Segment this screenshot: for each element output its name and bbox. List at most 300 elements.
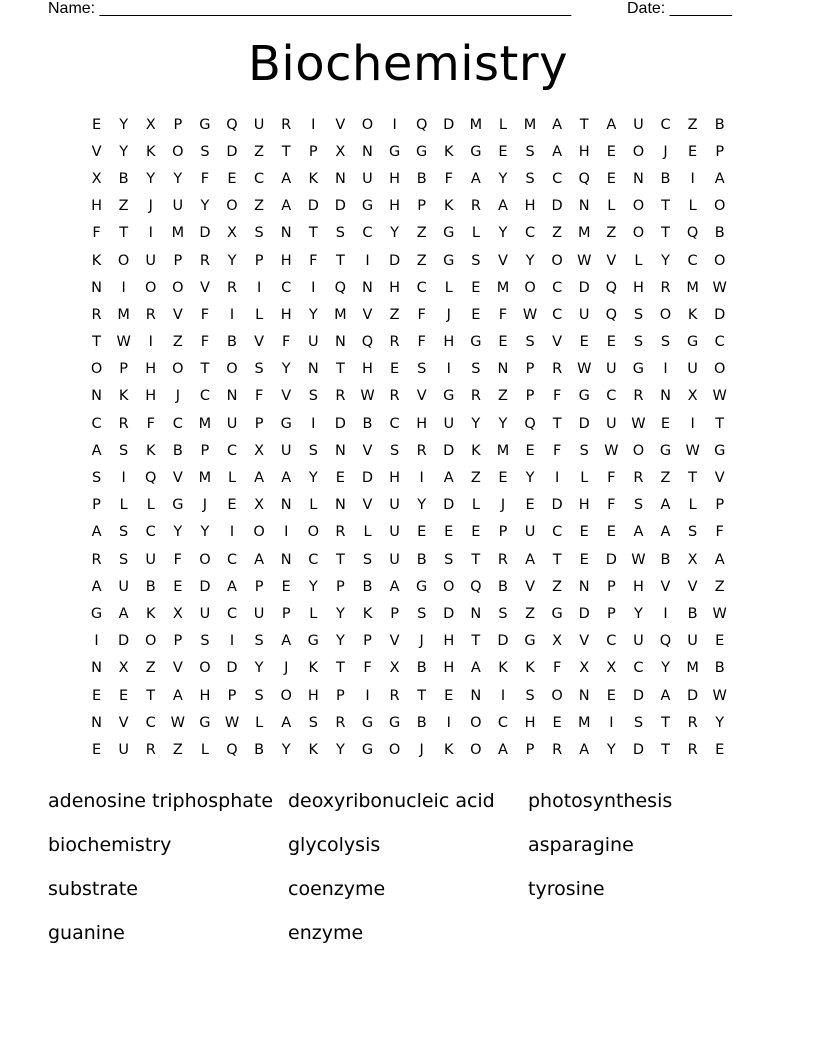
grid-letter[interactable]: P bbox=[173, 252, 183, 269]
grid-letter[interactable]: B bbox=[687, 605, 698, 622]
grid-letter[interactable]: Q bbox=[659, 633, 672, 650]
grid-letter[interactable]: T bbox=[661, 741, 670, 758]
grid-letter[interactable]: O bbox=[172, 143, 184, 160]
grid-letter[interactable]: C bbox=[687, 252, 698, 269]
grid-letter[interactable]: P bbox=[200, 442, 210, 459]
grid-letter[interactable]: D bbox=[226, 660, 238, 677]
grid-letter[interactable]: T bbox=[715, 415, 725, 432]
grid-letter[interactable]: K bbox=[444, 741, 454, 758]
grid-letter[interactable]: P bbox=[606, 605, 616, 622]
grid-letter[interactable]: T bbox=[335, 361, 345, 378]
grid-letter[interactable]: A bbox=[497, 198, 508, 215]
grid-letter[interactable]: E bbox=[444, 524, 454, 541]
grid-letter[interactable]: D bbox=[443, 605, 455, 622]
grid-letter[interactable]: A bbox=[714, 170, 725, 187]
grid-letter[interactable]: I bbox=[419, 470, 424, 487]
grid-letter[interactable]: E bbox=[173, 578, 183, 595]
grid-letter[interactable]: Z bbox=[525, 605, 536, 622]
grid-letter[interactable]: P bbox=[119, 361, 129, 378]
grid-letter[interactable]: H bbox=[389, 198, 401, 215]
grid-letter[interactable]: Q bbox=[226, 741, 238, 758]
grid-letter[interactable]: Y bbox=[335, 605, 345, 622]
grid-letter[interactable]: I bbox=[500, 687, 506, 704]
grid-letter[interactable]: T bbox=[335, 660, 345, 677]
grid-letter[interactable]: R bbox=[687, 714, 698, 731]
grid-letter[interactable]: K bbox=[525, 660, 535, 677]
grid-letter[interactable]: O bbox=[443, 578, 455, 595]
grid-letter[interactable]: N bbox=[470, 687, 482, 704]
grid-letter[interactable]: N bbox=[632, 170, 644, 187]
grid-letter[interactable]: C bbox=[145, 714, 156, 731]
grid-letter[interactable]: N bbox=[334, 170, 346, 187]
grid-letter[interactable]: S bbox=[362, 551, 373, 568]
date-line[interactable]: Date: _______ bbox=[627, 0, 732, 17]
grid-letter[interactable]: J bbox=[148, 198, 153, 215]
grid-letter[interactable]: Q bbox=[145, 470, 157, 487]
grid-letter[interactable]: R bbox=[91, 306, 102, 323]
grid-letter[interactable]: A bbox=[254, 551, 265, 568]
grid-letter[interactable]: X bbox=[254, 442, 265, 459]
grid-letter[interactable]: X bbox=[91, 170, 102, 187]
grid-letter[interactable]: E bbox=[606, 143, 616, 160]
grid-letter[interactable]: H bbox=[578, 497, 590, 514]
grid-letter[interactable]: V bbox=[714, 470, 725, 487]
grid-letter[interactable]: S bbox=[633, 714, 644, 731]
grid-letter[interactable]: Y bbox=[661, 660, 670, 677]
grid-letter[interactable]: S bbox=[633, 334, 644, 351]
grid-letter[interactable]: R bbox=[389, 334, 400, 351]
grid-letter[interactable]: L bbox=[688, 497, 697, 514]
grid-letter[interactable]: U bbox=[606, 415, 617, 432]
grid-letter[interactable]: N bbox=[307, 361, 319, 378]
grid-letter[interactable]: V bbox=[362, 442, 373, 459]
grid-letter[interactable]: B bbox=[416, 170, 427, 187]
grid-letter[interactable]: T bbox=[661, 714, 670, 731]
grid-letter[interactable]: G bbox=[280, 415, 292, 432]
grid-letter[interactable]: L bbox=[471, 497, 480, 514]
grid-letter[interactable]: T bbox=[335, 252, 345, 269]
grid-letter[interactable]: I bbox=[311, 279, 316, 296]
grid-letter[interactable]: R bbox=[335, 714, 346, 731]
grid-letter[interactable]: G bbox=[578, 388, 590, 405]
grid-letter[interactable]: K bbox=[444, 143, 454, 160]
grid-letter[interactable]: P bbox=[281, 605, 291, 622]
grid-letter[interactable]: X bbox=[145, 116, 156, 133]
grid-letter[interactable]: Z bbox=[118, 198, 129, 215]
grid-letter[interactable]: Z bbox=[254, 143, 265, 160]
grid-letter[interactable]: C bbox=[145, 524, 156, 541]
grid-letter[interactable]: I bbox=[256, 279, 262, 296]
grid-letter[interactable]: X bbox=[227, 225, 237, 242]
grid-letter[interactable]: E bbox=[606, 687, 616, 704]
grid-letter[interactable]: A bbox=[172, 687, 183, 704]
grid-letter[interactable]: Y bbox=[200, 198, 210, 215]
grid-letter[interactable]: N bbox=[578, 578, 590, 595]
grid-letter[interactable]: L bbox=[607, 198, 616, 215]
grid-letter[interactable]: U bbox=[199, 605, 211, 622]
grid-letter[interactable]: O bbox=[713, 361, 726, 378]
grid-letter[interactable]: F bbox=[552, 442, 562, 459]
grid-letter[interactable]: Y bbox=[308, 470, 318, 487]
grid-letter[interactable]: E bbox=[498, 334, 508, 351]
grid-letter[interactable]: Y bbox=[173, 170, 183, 187]
grid-letter[interactable]: F bbox=[200, 170, 210, 187]
grid-letter[interactable]: P bbox=[92, 497, 101, 514]
grid-letter[interactable]: G bbox=[361, 198, 374, 215]
grid-letter[interactable]: N bbox=[470, 605, 482, 622]
grid-letter[interactable]: I bbox=[365, 687, 370, 704]
grid-letter[interactable]: O bbox=[632, 143, 645, 160]
grid-letter[interactable]: S bbox=[633, 497, 644, 514]
grid-letter[interactable]: V bbox=[172, 660, 183, 677]
grid-letter[interactable]: E bbox=[606, 170, 616, 187]
grid-letter[interactable]: G bbox=[90, 605, 103, 622]
grid-letter[interactable]: R bbox=[199, 252, 210, 269]
grid-letter[interactable]: S bbox=[389, 442, 400, 459]
grid-letter[interactable]: K bbox=[145, 143, 156, 160]
grid-letter[interactable]: I bbox=[663, 361, 668, 378]
grid-letter[interactable]: I bbox=[121, 470, 126, 487]
grid-letter[interactable]: Y bbox=[471, 415, 481, 432]
grid-letter[interactable]: Z bbox=[470, 470, 481, 487]
grid-letter[interactable]: L bbox=[309, 605, 318, 622]
grid-letter[interactable]: S bbox=[633, 306, 644, 323]
grid-letter[interactable]: A bbox=[660, 524, 671, 541]
grid-letter[interactable]: G bbox=[199, 714, 211, 731]
grid-letter[interactable]: S bbox=[254, 361, 264, 378]
grid-letter[interactable]: T bbox=[688, 470, 698, 487]
grid-letter[interactable]: M bbox=[334, 306, 347, 323]
grid-letter[interactable]: V bbox=[579, 633, 590, 650]
grid-letter[interactable]: C bbox=[552, 279, 563, 296]
grid-letter[interactable]: O bbox=[551, 687, 563, 704]
grid-letter[interactable]: F bbox=[92, 225, 101, 242]
grid-letter[interactable]: Y bbox=[525, 252, 535, 269]
grid-letter[interactable]: D bbox=[199, 578, 211, 595]
grid-letter[interactable]: F bbox=[607, 470, 616, 487]
grid-letter[interactable]: H bbox=[389, 279, 401, 296]
grid-letter[interactable]: U bbox=[280, 442, 292, 459]
grid-letter[interactable]: I bbox=[690, 415, 695, 432]
grid-letter[interactable]: G bbox=[470, 334, 482, 351]
grid-letter[interactable]: C bbox=[226, 551, 238, 568]
grid-letter[interactable]: Z bbox=[660, 470, 671, 487]
grid-letter[interactable]: H bbox=[389, 170, 401, 187]
grid-letter[interactable]: A bbox=[281, 470, 292, 487]
grid-letter[interactable]: I bbox=[690, 170, 695, 187]
grid-letter[interactable]: T bbox=[552, 551, 562, 568]
grid-letter[interactable]: S bbox=[119, 524, 129, 541]
grid-letter[interactable]: D bbox=[443, 442, 455, 459]
grid-letter[interactable]: G bbox=[388, 143, 401, 160]
grid-letter[interactable]: F bbox=[417, 334, 426, 351]
grid-letter[interactable]: D bbox=[334, 415, 346, 432]
grid-letter[interactable]: T bbox=[471, 633, 481, 650]
grid-letter[interactable]: M bbox=[496, 279, 510, 296]
grid-letter[interactable]: U bbox=[145, 551, 157, 568]
grid-letter[interactable]: Y bbox=[227, 252, 237, 269]
grid-letter[interactable]: L bbox=[363, 524, 372, 541]
grid-letter[interactable]: A bbox=[254, 470, 265, 487]
grid-letter[interactable]: B bbox=[714, 225, 725, 242]
grid-letter[interactable]: E bbox=[281, 578, 291, 595]
grid-letter[interactable]: V bbox=[552, 334, 563, 351]
grid-letter[interactable]: H bbox=[145, 388, 157, 405]
grid-letter[interactable]: O bbox=[524, 279, 536, 296]
grid-letter[interactable]: I bbox=[446, 361, 451, 378]
grid-letter[interactable]: Y bbox=[633, 605, 643, 622]
grid-letter[interactable]: G bbox=[172, 497, 184, 514]
grid-letter[interactable]: S bbox=[525, 143, 535, 160]
grid-letter[interactable]: S bbox=[308, 388, 318, 405]
grid-letter[interactable]: S bbox=[119, 551, 129, 568]
grid-letter[interactable]: E bbox=[389, 361, 400, 378]
grid-letter[interactable]: E bbox=[91, 116, 102, 133]
grid-letter[interactable]: A bbox=[552, 143, 563, 160]
grid-letter[interactable]: R bbox=[687, 741, 698, 758]
grid-letter[interactable]: E bbox=[91, 741, 102, 758]
grid-letter[interactable]: M bbox=[523, 116, 537, 133]
grid-letter[interactable]: H bbox=[443, 633, 455, 650]
grid-letter[interactable]: A bbox=[281, 714, 292, 731]
grid-letter[interactable]: I bbox=[229, 633, 235, 650]
grid-letter[interactable]: F bbox=[363, 660, 372, 677]
grid-letter[interactable]: V bbox=[416, 388, 427, 405]
grid-letter[interactable]: E bbox=[471, 279, 481, 296]
grid-letter[interactable]: T bbox=[661, 198, 670, 215]
grid-letter[interactable]: T bbox=[417, 687, 427, 704]
grid-letter[interactable]: O bbox=[632, 442, 645, 459]
grid-letter[interactable]: A bbox=[497, 741, 508, 758]
grid-letter[interactable]: W bbox=[712, 279, 727, 296]
grid-letter[interactable]: T bbox=[281, 143, 291, 160]
grid-letter[interactable]: R bbox=[226, 279, 238, 296]
grid-letter[interactable]: G bbox=[470, 143, 482, 160]
grid-letter[interactable]: Z bbox=[172, 334, 183, 351]
grid-letter[interactable]: U bbox=[253, 116, 265, 133]
grid-letter[interactable]: L bbox=[444, 279, 453, 296]
grid-letter[interactable]: K bbox=[308, 170, 319, 187]
grid-letter[interactable]: X bbox=[389, 660, 400, 677]
grid-letter[interactable]: S bbox=[471, 361, 481, 378]
grid-letter[interactable]: K bbox=[498, 660, 508, 677]
grid-letter[interactable]: J bbox=[663, 143, 668, 160]
grid-letter[interactable]: O bbox=[90, 361, 103, 378]
grid-letter[interactable]: B bbox=[362, 578, 373, 595]
grid-letter[interactable]: S bbox=[471, 252, 481, 269]
grid-letter[interactable]: G bbox=[443, 225, 455, 242]
grid-letter[interactable]: F bbox=[309, 252, 318, 269]
grid-letter[interactable]: D bbox=[443, 497, 455, 514]
grid-letter[interactable]: D bbox=[226, 143, 238, 160]
grid-letter[interactable]: H bbox=[280, 252, 292, 269]
grid-letter[interactable]: Z bbox=[714, 578, 725, 595]
grid-letter[interactable]: O bbox=[117, 252, 130, 269]
grid-letter[interactable]: L bbox=[580, 470, 589, 487]
grid-letter[interactable]: V bbox=[362, 306, 373, 323]
grid-letter[interactable]: S bbox=[525, 334, 535, 351]
grid-letter[interactable]: C bbox=[281, 279, 292, 296]
grid-letter[interactable]: B bbox=[362, 415, 373, 432]
grid-letter[interactable]: W bbox=[712, 687, 727, 704]
grid-letter[interactable]: M bbox=[469, 116, 483, 133]
grid-letter[interactable]: Y bbox=[498, 225, 508, 242]
grid-letter[interactable]: C bbox=[91, 415, 102, 432]
grid-letter[interactable]: D bbox=[307, 198, 319, 215]
grid-letter[interactable]: O bbox=[199, 660, 211, 677]
grid-letter[interactable]: G bbox=[632, 361, 645, 378]
grid-letter[interactable]: P bbox=[498, 524, 508, 541]
grid-letter[interactable]: S bbox=[254, 687, 264, 704]
grid-letter[interactable]: W bbox=[577, 252, 592, 269]
grid-letter[interactable]: B bbox=[660, 551, 671, 568]
grid-letter[interactable]: H bbox=[280, 306, 292, 323]
grid-letter[interactable]: C bbox=[199, 388, 210, 405]
grid-letter[interactable]: N bbox=[362, 143, 373, 160]
grid-letter[interactable]: S bbox=[254, 225, 264, 242]
grid-letter[interactable]: I bbox=[94, 633, 99, 650]
grid-letter[interactable]: R bbox=[633, 388, 644, 405]
grid-letter[interactable]: P bbox=[715, 497, 725, 514]
grid-letter[interactable]: O bbox=[226, 198, 238, 215]
grid-letter[interactable]: F bbox=[173, 551, 182, 568]
grid-letter[interactable]: E bbox=[525, 442, 535, 459]
grid-letter[interactable]: H bbox=[524, 198, 536, 215]
grid-letter[interactable]: N bbox=[91, 388, 102, 405]
grid-letter[interactable]: D bbox=[605, 551, 617, 568]
grid-letter[interactable]: Y bbox=[498, 415, 508, 432]
grid-letter[interactable]: E bbox=[471, 306, 481, 323]
grid-letter[interactable]: F bbox=[146, 415, 155, 432]
grid-letter[interactable]: A bbox=[552, 116, 563, 133]
grid-letter[interactable]: D bbox=[632, 687, 644, 704]
grid-letter[interactable]: O bbox=[361, 116, 374, 133]
grid-letter[interactable]: Y bbox=[715, 714, 725, 731]
grid-letter[interactable]: I bbox=[446, 714, 451, 731]
grid-letter[interactable]: T bbox=[335, 551, 345, 568]
grid-letter[interactable]: F bbox=[552, 660, 562, 677]
grid-letter[interactable]: W bbox=[170, 714, 185, 731]
grid-letter[interactable]: S bbox=[579, 442, 589, 459]
grid-letter[interactable]: L bbox=[146, 497, 155, 514]
grid-letter[interactable]: A bbox=[91, 442, 102, 459]
grid-letter[interactable]: I bbox=[148, 225, 153, 242]
grid-letter[interactable]: U bbox=[362, 170, 373, 187]
grid-letter[interactable]: X bbox=[172, 605, 183, 622]
grid-letter[interactable]: H bbox=[362, 361, 373, 378]
grid-letter[interactable]: I bbox=[121, 279, 126, 296]
grid-letter[interactable]: O bbox=[145, 279, 157, 296]
grid-letter[interactable]: P bbox=[254, 252, 264, 269]
grid-letter[interactable]: C bbox=[308, 551, 319, 568]
grid-letter[interactable]: U bbox=[118, 741, 129, 758]
grid-letter[interactable]: E bbox=[688, 143, 698, 160]
grid-letter[interactable]: X bbox=[254, 497, 265, 514]
grid-letter[interactable]: U bbox=[633, 116, 644, 133]
grid-letter[interactable]: I bbox=[609, 714, 614, 731]
grid-letter[interactable]: G bbox=[443, 252, 455, 269]
grid-letter[interactable]: U bbox=[606, 361, 617, 378]
grid-letter[interactable]: T bbox=[661, 225, 670, 242]
grid-letter[interactable]: P bbox=[606, 578, 616, 595]
grid-letter[interactable]: H bbox=[443, 334, 455, 351]
grid-letter[interactable]: L bbox=[634, 252, 643, 269]
grid-letter[interactable]: B bbox=[497, 578, 508, 595]
grid-letter[interactable]: R bbox=[552, 741, 563, 758]
grid-letter[interactable]: R bbox=[118, 415, 129, 432]
grid-letter[interactable]: V bbox=[687, 578, 698, 595]
grid-letter[interactable]: V bbox=[497, 252, 508, 269]
grid-letter[interactable]: V bbox=[389, 633, 400, 650]
grid-letter[interactable]: Y bbox=[335, 633, 345, 650]
grid-letter[interactable]: O bbox=[388, 741, 401, 758]
grid-letter[interactable]: J bbox=[419, 633, 424, 650]
grid-letter[interactable]: O bbox=[307, 524, 319, 541]
grid-letter[interactable]: A bbox=[91, 524, 102, 541]
grid-letter[interactable]: A bbox=[91, 578, 102, 595]
grid-letter[interactable]: Z bbox=[416, 252, 427, 269]
grid-letter[interactable]: O bbox=[172, 279, 184, 296]
grid-letter[interactable]: B bbox=[172, 442, 183, 459]
grid-letter[interactable]: G bbox=[659, 442, 672, 459]
grid-letter[interactable]: P bbox=[173, 633, 183, 650]
grid-letter[interactable]: T bbox=[119, 225, 129, 242]
grid-letter[interactable]: E bbox=[579, 334, 589, 351]
grid-letter[interactable]: B bbox=[254, 741, 265, 758]
grid-letter[interactable]: R bbox=[91, 551, 102, 568]
grid-letter[interactable]: U bbox=[389, 497, 400, 514]
grid-letter[interactable]: H bbox=[632, 279, 644, 296]
grid-letter[interactable]: P bbox=[525, 361, 535, 378]
grid-letter[interactable]: I bbox=[392, 116, 397, 133]
grid-letter[interactable]: G bbox=[199, 116, 211, 133]
grid-letter[interactable]: D bbox=[578, 605, 590, 622]
grid-letter[interactable]: D bbox=[334, 198, 346, 215]
grid-letter[interactable]: N bbox=[497, 361, 509, 378]
grid-letter[interactable]: E bbox=[227, 170, 237, 187]
grid-letter[interactable]: U bbox=[687, 633, 698, 650]
grid-letter[interactable]: N bbox=[334, 497, 346, 514]
grid-letter[interactable]: Z bbox=[552, 225, 563, 242]
grid-letter[interactable]: R bbox=[552, 361, 563, 378]
grid-letter[interactable]: V bbox=[281, 388, 292, 405]
grid-letter[interactable]: U bbox=[118, 578, 129, 595]
grid-letter[interactable]: D bbox=[388, 252, 401, 269]
grid-letter[interactable]: K bbox=[444, 198, 454, 215]
grid-letter[interactable]: S bbox=[444, 551, 454, 568]
grid-letter[interactable]: F bbox=[552, 388, 562, 405]
grid-letter[interactable]: U bbox=[226, 415, 238, 432]
grid-letter[interactable]: J bbox=[175, 388, 180, 405]
grid-letter[interactable]: N bbox=[362, 279, 373, 296]
grid-letter[interactable]: J bbox=[284, 660, 289, 677]
grid-letter[interactable]: I bbox=[148, 334, 153, 351]
grid-letter[interactable]: P bbox=[390, 605, 399, 622]
grid-letter[interactable]: R bbox=[660, 279, 671, 296]
grid-letter[interactable]: P bbox=[525, 741, 535, 758]
grid-letter[interactable]: B bbox=[660, 170, 671, 187]
grid-letter[interactable]: K bbox=[687, 306, 698, 323]
grid-letter[interactable]: N bbox=[280, 497, 292, 514]
grid-letter[interactable]: C bbox=[226, 605, 238, 622]
grid-letter[interactable]: Q bbox=[470, 578, 482, 595]
grid-letter[interactable]: S bbox=[417, 361, 427, 378]
grid-letter[interactable]: Y bbox=[146, 170, 156, 187]
grid-letter[interactable]: X bbox=[606, 660, 617, 677]
grid-letter[interactable]: P bbox=[308, 143, 318, 160]
grid-letter[interactable]: D bbox=[551, 497, 563, 514]
grid-letter[interactable]: C bbox=[633, 660, 644, 677]
